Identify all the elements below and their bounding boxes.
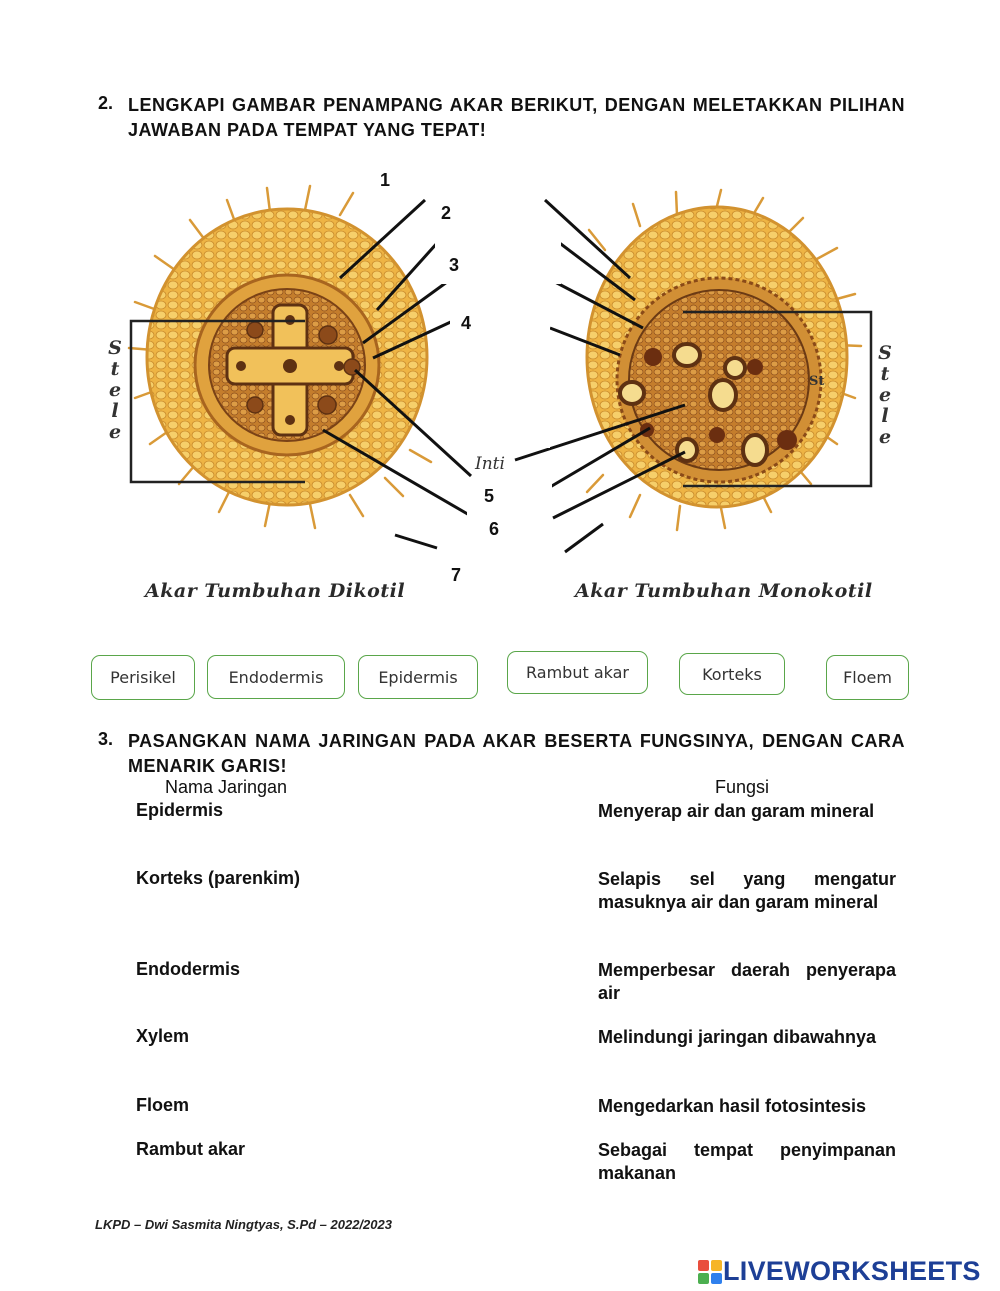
choice-epidermis[interactable]: Epidermis	[358, 655, 478, 699]
diagram-label-2: 2	[441, 203, 452, 223]
choice-floem[interactable]: Floem	[826, 655, 909, 700]
function-item[interactable]: Mengedarkan hasil fotosintesis	[598, 1096, 867, 1116]
tissue-name-endodermis[interactable]: Endodermis	[136, 959, 241, 979]
choice-korteks[interactable]: Korteks	[679, 653, 785, 695]
st-label: St	[809, 374, 825, 389]
liveworksheets-logo	[697, 1256, 981, 1287]
tissue-name-xylem[interactable]: Xylem	[136, 1026, 190, 1046]
tissue-name-epidermis[interactable]: Epidermis	[136, 800, 224, 820]
inti-label: Inti	[475, 454, 505, 474]
caption-dicot: Akar Tumbuhan Dikotil	[145, 580, 406, 602]
root-cross-section-diagram	[95, 160, 915, 610]
stele-label-left: S t e l e	[108, 337, 122, 443]
tissue-name-rambut-akar[interactable]: Rambut akar	[136, 1139, 246, 1159]
choice-rambut-akar[interactable]: Rambut akar	[507, 651, 648, 694]
worksheet-footer: LKPD – Dwi Sasmita Ningtyas, S.Pd – 2022/2023	[95, 1217, 392, 1232]
diagram-label-4: 4	[461, 313, 472, 333]
diagram-label-1: 1	[380, 170, 391, 190]
diagram-label-3: 3	[449, 255, 460, 275]
diagram-label-6: 6	[489, 519, 500, 539]
function-item[interactable]: Sebagai tempat penyimpanan makanan	[598, 1140, 896, 1183]
function-item[interactable]: Menyerap air dan garam mineral	[598, 801, 875, 821]
liveworksheets-wordmark: LIVEWORKSHEETS	[723, 1256, 981, 1286]
diagram-label-5: 5	[484, 486, 495, 506]
caption-monocot: Akar Tumbuhan Monokotil	[575, 580, 873, 602]
choice-perisikel[interactable]: Perisikel	[91, 655, 195, 700]
function-item[interactable]: Selapis sel yang mengatur masuknya air dan garam mineral	[598, 869, 896, 912]
tissue-name-korteks[interactable]: Korteks (parenkim)	[136, 868, 301, 888]
question-3-text: PASANGKAN NAMA JARINGAN PADA AKAR BESERTA FUNGSINYA, DENGAN CARA MENARIK GARIS!	[128, 731, 905, 776]
function-item[interactable]: Memperbesar daerah penyerapa air	[598, 960, 896, 1003]
diagram-label-7: 7	[451, 565, 462, 585]
question-2-text: LENGKAPI GAMBAR PENAMPANG AKAR BERIKUT, DENGAN MELETAKKAN PILIHAN JAWABAN PADA TEMPAT YANG TEPAT!	[128, 95, 905, 140]
question-2-number: 2.	[98, 93, 114, 113]
column-header-name: Nama Jaringan	[165, 777, 288, 797]
tissue-name-floem[interactable]: Floem	[136, 1095, 190, 1115]
liveworksheets-icon	[697, 1259, 723, 1285]
question-3-number: 3.	[98, 729, 114, 749]
answer-slot-area	[467, 478, 552, 550]
function-item[interactable]: Melindungi jaringan dibawahnya	[598, 1027, 877, 1047]
stele-label-right: S t e l e	[878, 342, 892, 448]
choice-endodermis[interactable]: Endodermis	[207, 655, 345, 699]
column-header-function: Fungsi	[715, 777, 770, 797]
